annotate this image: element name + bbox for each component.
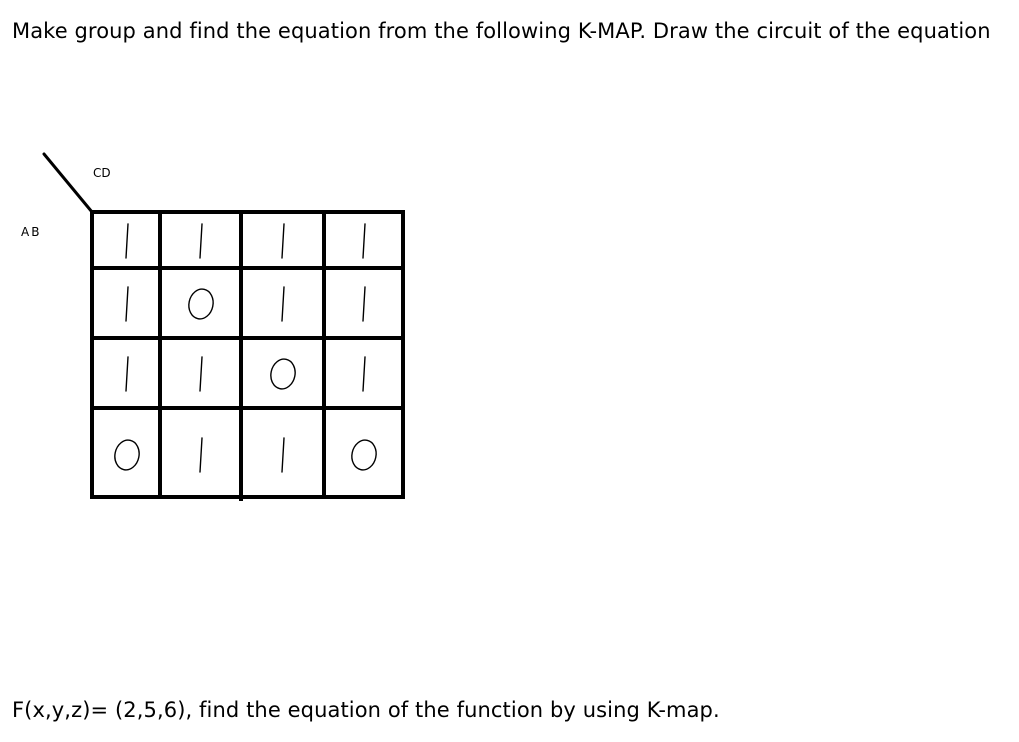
kmap-cell-r3-c1-one (126, 357, 128, 391)
kmap-cell-r2-c2-zero (186, 287, 216, 321)
kmap-cell-values (112, 224, 379, 472)
kmap-cell-r3-c4-one (363, 357, 365, 391)
kmap-cell-r4-c4-zero (349, 438, 379, 472)
kmap-cell-r1-c4-one (363, 224, 365, 258)
kmap-cell-r3-c3-zero (268, 357, 298, 391)
kmap-cell-r2-c1-one (126, 287, 128, 321)
kmap-cell-r2-c3-one (282, 287, 284, 321)
kmap-cell-r2-c4-one (363, 287, 365, 321)
kmap-cell-r3-c2-one (200, 357, 202, 391)
kmap-corner-diagonal (44, 154, 92, 212)
kmap-column-variable-label: CD (93, 166, 111, 180)
kmap-row-variable-label: AB (21, 225, 42, 239)
kmap-cell-r1-c3-one (282, 224, 284, 258)
kmap-cell-r1-c2-one (200, 224, 202, 258)
kmap-cell-r4-c3-one (282, 438, 284, 472)
question-footer: F(x,y,z)= (2,5,6), find the equation of the function by using K-map. (12, 698, 720, 722)
kmap-cell-r1-c1-one (126, 224, 128, 258)
kmap-cell-r4-c1-zero (112, 438, 142, 472)
kmap-cell-r4-c2-one (200, 438, 202, 472)
question-heading: Make group and find the equation from the following K-MAP. Draw the circuit of the equation (12, 19, 991, 43)
